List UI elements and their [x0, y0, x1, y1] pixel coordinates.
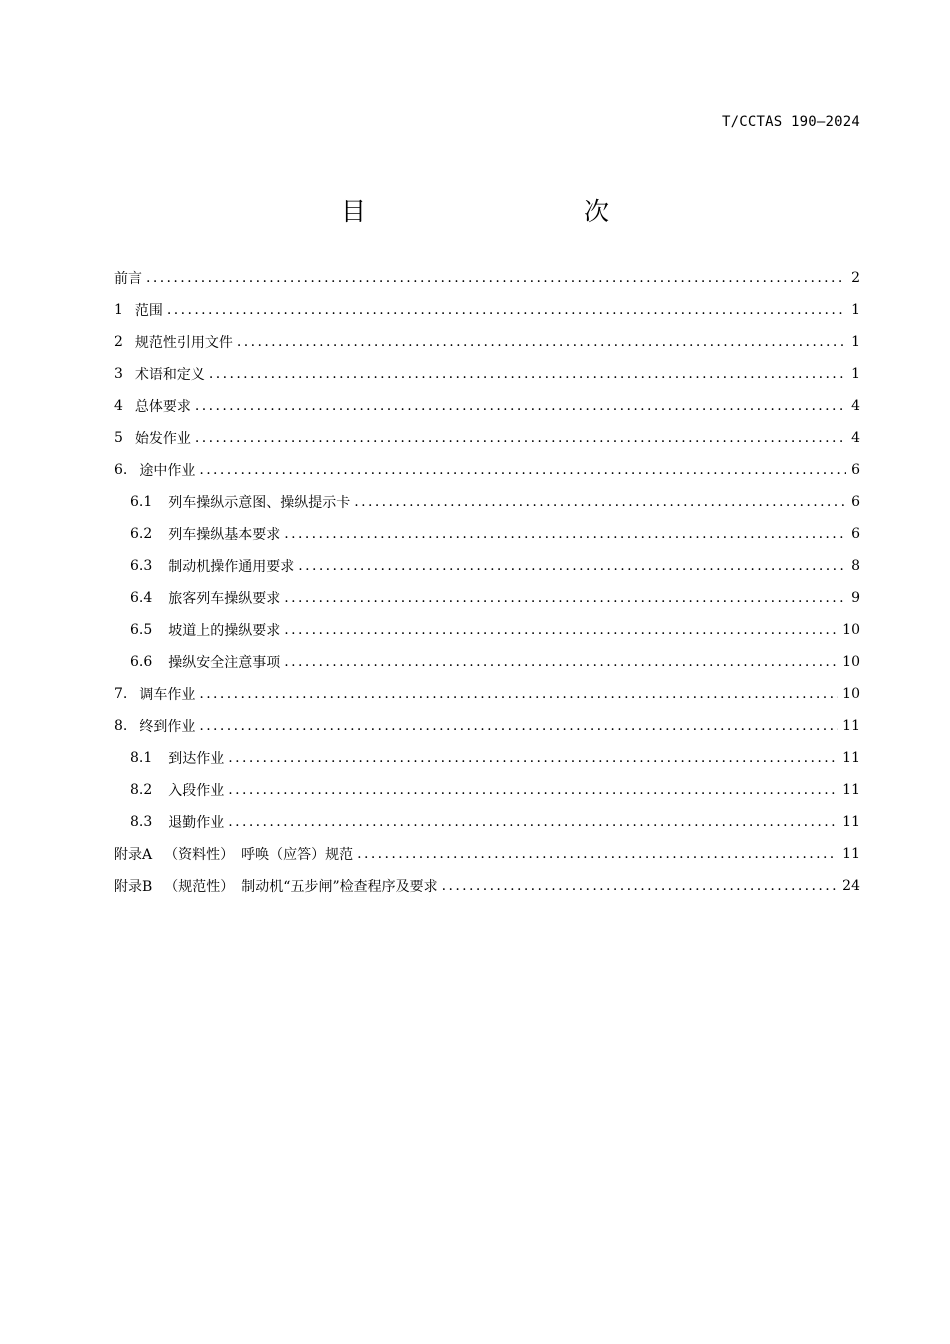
toc-entry-label: 列车操纵基本要求: [168, 527, 281, 543]
document-code: T/CCTAS 190—2024: [721, 114, 860, 130]
toc-entry-label: 坡道上的操纵要求: [168, 623, 281, 639]
toc-entry-foreword[interactable]: [114, 262, 860, 294]
toc-entry-number: 3: [114, 366, 123, 382]
toc-entry-label: 总体要求: [134, 399, 191, 415]
toc-entry-page: 24: [842, 878, 860, 894]
toc-entry-1[interactable]: [114, 294, 860, 326]
toc-entry-page: 1: [851, 334, 860, 350]
dot-leader: [284, 591, 846, 605]
toc-entry-8-3[interactable]: [114, 806, 860, 838]
dot-leader: [354, 495, 846, 509]
toc-entry-label: 范围: [134, 303, 163, 319]
toc-entry-6-2[interactable]: [114, 518, 860, 550]
toc-entry-label: 术语和定义: [134, 367, 205, 383]
toc-entry-label: 旅客列车操纵要求: [168, 591, 281, 607]
toc-entry-7[interactable]: [114, 678, 860, 710]
toc-entry-6[interactable]: [114, 454, 860, 486]
toc-entry-label: 终到作业: [139, 719, 196, 735]
toc-entry-number: 6.6: [130, 654, 153, 670]
toc-entry-page: 10: [842, 654, 860, 670]
toc-entry-label: 前言: [114, 271, 142, 287]
dot-leader: [195, 431, 846, 445]
toc-entry-page: 8: [851, 558, 860, 574]
toc-entry-number: 附录A: [114, 847, 153, 863]
toc-entry-label: 到达作业: [168, 751, 225, 767]
dot-leader: [228, 751, 838, 765]
dot-leader: [199, 719, 838, 733]
toc-entry-number: 6.2: [130, 526, 153, 542]
toc-entry-4[interactable]: [114, 390, 860, 422]
toc-entry-label: 途中作业: [139, 463, 196, 479]
toc-entry-page: 11: [842, 750, 860, 766]
toc-entry-8-1[interactable]: [114, 742, 860, 774]
toc-entry-page: 1: [851, 366, 860, 382]
toc-entry-number: 6.5: [130, 622, 153, 638]
toc-entry-number: 6.3: [130, 558, 153, 574]
toc-entry-number: 8.: [114, 718, 128, 734]
toc-entry-6-6[interactable]: [114, 646, 860, 678]
toc-entry-page: 10: [842, 622, 860, 638]
dot-leader: [357, 847, 838, 861]
toc-entry-page: 9: [851, 590, 860, 606]
toc-entry-number: 1: [114, 302, 123, 318]
dot-leader: [237, 335, 846, 349]
toc-entry-number: 6.1: [130, 494, 153, 510]
page-title: 目 次: [340, 197, 665, 226]
dot-leader: [298, 559, 846, 573]
dot-leader: [284, 527, 846, 541]
toc-entry-page: 11: [842, 846, 860, 862]
toc-entry-8[interactable]: [114, 710, 860, 742]
toc-entry-page: 4: [851, 430, 860, 446]
dot-leader: [209, 367, 846, 381]
toc-entry-number: 6.4: [130, 590, 153, 606]
toc-entry-label: 制动机操作通用要求: [168, 559, 295, 575]
toc-entry-appendix-a[interactable]: [114, 838, 860, 870]
toc-entry-number: 8.3: [130, 814, 153, 830]
toc-entry-page: 11: [842, 718, 860, 734]
toc-entry-2[interactable]: [114, 326, 860, 358]
toc-entry-label: （资料性） 呼唤（应答）规范: [164, 847, 354, 863]
toc-entry-label: 操纵安全注意事项: [168, 655, 281, 671]
toc-entry-label: 调车作业: [139, 687, 196, 703]
toc-entry-5[interactable]: [114, 422, 860, 454]
dot-leader: [199, 687, 838, 701]
toc-entry-number: 5: [114, 430, 123, 446]
toc-entry-6-5[interactable]: [114, 614, 860, 646]
toc-entry-page: 2: [851, 270, 860, 286]
dot-leader: [228, 783, 838, 797]
dot-leader: [442, 879, 839, 893]
toc-entry-number: 7.: [114, 686, 128, 702]
dot-leader: [228, 815, 838, 829]
dot-leader: [284, 655, 838, 669]
toc-entry-page: 6: [851, 494, 860, 510]
toc-entry-label: 入段作业: [168, 783, 225, 799]
toc-entry-number: 2: [114, 334, 123, 350]
toc-entry-page: 1: [851, 302, 860, 318]
toc-entry-page: 10: [842, 686, 860, 702]
toc-entry-3[interactable]: [114, 358, 860, 390]
toc-entry-page: 4: [851, 398, 860, 414]
toc-entry-number: 6.: [114, 462, 128, 478]
dot-leader: [199, 463, 846, 477]
toc-entry-page: 6: [851, 462, 860, 478]
toc-entry-page: 11: [842, 782, 860, 798]
toc-entry-6-3[interactable]: [114, 550, 860, 582]
toc-entry-6-4[interactable]: [114, 582, 860, 614]
dot-leader: [195, 399, 846, 413]
toc-entry-page: 11: [842, 814, 860, 830]
table-of-contents: [114, 262, 860, 902]
toc-entry-number: 附录B: [114, 879, 153, 895]
toc-entry-8-2[interactable]: [114, 774, 860, 806]
toc-entry-number: 8.2: [130, 782, 153, 798]
dot-leader: [167, 303, 846, 317]
toc-entry-label: （规范性） 制动机“五步闸”检查程序及要求: [164, 879, 438, 895]
toc-entry-number: 8.1: [130, 750, 153, 766]
toc-entry-label: 规范性引用文件: [134, 335, 233, 351]
toc-entry-label: 退勤作业: [168, 815, 225, 831]
dot-leader: [284, 623, 838, 637]
dot-leader: [146, 271, 846, 285]
toc-entry-label: 列车操纵示意图、操纵提示卡: [168, 495, 351, 511]
toc-entry-page: 6: [851, 526, 860, 542]
toc-entry-appendix-b[interactable]: [114, 870, 860, 902]
toc-entry-6-1[interactable]: [114, 486, 860, 518]
toc-entry-label: 始发作业: [134, 431, 191, 447]
toc-entry-number: 4: [114, 398, 123, 414]
